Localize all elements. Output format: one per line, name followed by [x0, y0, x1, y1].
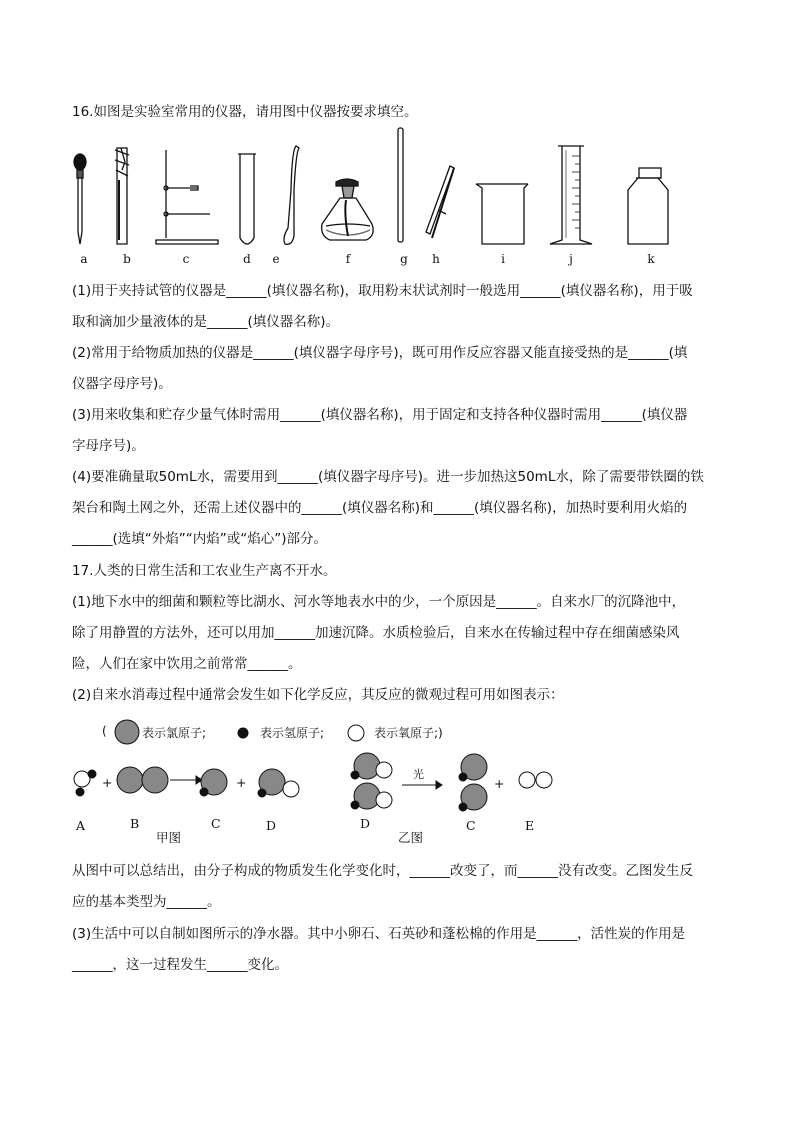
letter-C-right: C	[466, 818, 476, 833]
caption-yi: 乙图	[398, 830, 424, 845]
q17-line-2: 除了用静置的方法外，还可以用加______加速沉降。水质检验后，自来水在传输过程中存在细菌感染风	[72, 625, 680, 641]
q17-title: 17.人类的日常生活和工农业生产离不开水。	[72, 563, 337, 579]
q17-line-3: 险，人们在家中饮用之前常常______。	[72, 656, 302, 672]
q16-line-9: ______(选填“外焰”“内焰”或“焰心”)部分。	[72, 531, 327, 547]
plus-3: +	[494, 776, 505, 791]
oxygen-atom-icon	[348, 725, 364, 741]
label-h: h	[432, 252, 440, 266]
legend-cl: 表示氯原子;	[142, 726, 207, 740]
q17-line-6: 应的基本类型为______。	[72, 894, 221, 910]
q16-line-8: 架台和陶土网之外，还需上述仪器中的______(填仪器名称)和______(填仪器名称)，加热时要利用火焰的	[72, 500, 688, 516]
q17-line-7: (3)生活中可以自制如图所示的净水器。其中小卵石、石英砂和蓬松棉的作用是______，活性炭的作用是	[72, 926, 686, 942]
q16-line-2: 取和滴加少量液体的是______(填仪器名称)。	[72, 314, 340, 330]
label-c: c	[182, 252, 190, 266]
chlorine-atom-icon	[115, 720, 139, 744]
label-i: i	[501, 252, 505, 266]
letter-D-right: D	[360, 816, 371, 831]
letter-E: E	[525, 818, 535, 833]
letter-D-left: D	[266, 818, 277, 833]
q17-line-5: 从图中可以总结出，由分子构成的物质发生化学变化时，______改变了，而______没有改变。乙图发生反	[72, 863, 693, 879]
legend-open: (	[102, 724, 107, 738]
label-g: g	[400, 252, 408, 266]
q16-line-7: (4)要准确量取50mL水，需要用到______(填仪器字母序号)。进一步加热这50mL水，除了需要带铁圈的铁	[72, 469, 704, 485]
legend-h: 表示氢原子;	[260, 726, 325, 740]
label-f: f	[345, 252, 351, 266]
caption-jia: 甲图	[156, 830, 182, 845]
plus-1: +	[102, 775, 113, 790]
label-k: k	[647, 252, 655, 266]
label-a: a	[80, 252, 88, 266]
q17-line-1: (1)地下水中的细菌和颗粒等比湖水、河水等地表水中的少，一个原因是______。自来水厂的沉降池中，	[72, 594, 686, 610]
q16-line-1: (1)用于夹持试管的仪器是______(填仪器名称)，取用粉末状试剂时一般选用______(填仪器名称)，用于吸	[72, 283, 693, 299]
plus-2: +	[236, 775, 247, 790]
letter-C-left: C	[211, 816, 221, 831]
label-d: d	[243, 252, 251, 266]
light-label: 光	[413, 768, 424, 781]
hydrogen-atom-icon	[238, 728, 248, 738]
label-b: b	[123, 252, 131, 266]
q16-line-4: 仪器字母序号)。	[72, 376, 172, 392]
label-j: j	[569, 252, 573, 266]
label-e: e	[272, 252, 280, 266]
letter-A: A	[76, 818, 86, 833]
q16-line-6: 字母序号)。	[72, 438, 145, 454]
q17-line-8: ______，这一过程发生______变化。	[72, 957, 288, 973]
q16-line-5: (3)用来收集和贮存少量气体时需用______(填仪器名称)，用于固定和支持各种仪器时需用______(填仪器	[72, 407, 688, 423]
q17-line-4: (2)自来水消毒过程中通常会发生如下化学反应，其反应的微观过程可用如图表示：	[72, 687, 564, 703]
q16-line-3: (2)常用于给物质加热的仪器是______(填仪器字母序号)，既可用作反应容器又能直接受热的是______(填	[72, 345, 688, 361]
letter-B: B	[130, 816, 140, 831]
q16-title: 16.如图是实验室常用的仪器，请用图中仪器按要求填空。	[72, 104, 418, 120]
legend-o: 表示氧原子;)	[374, 726, 443, 740]
